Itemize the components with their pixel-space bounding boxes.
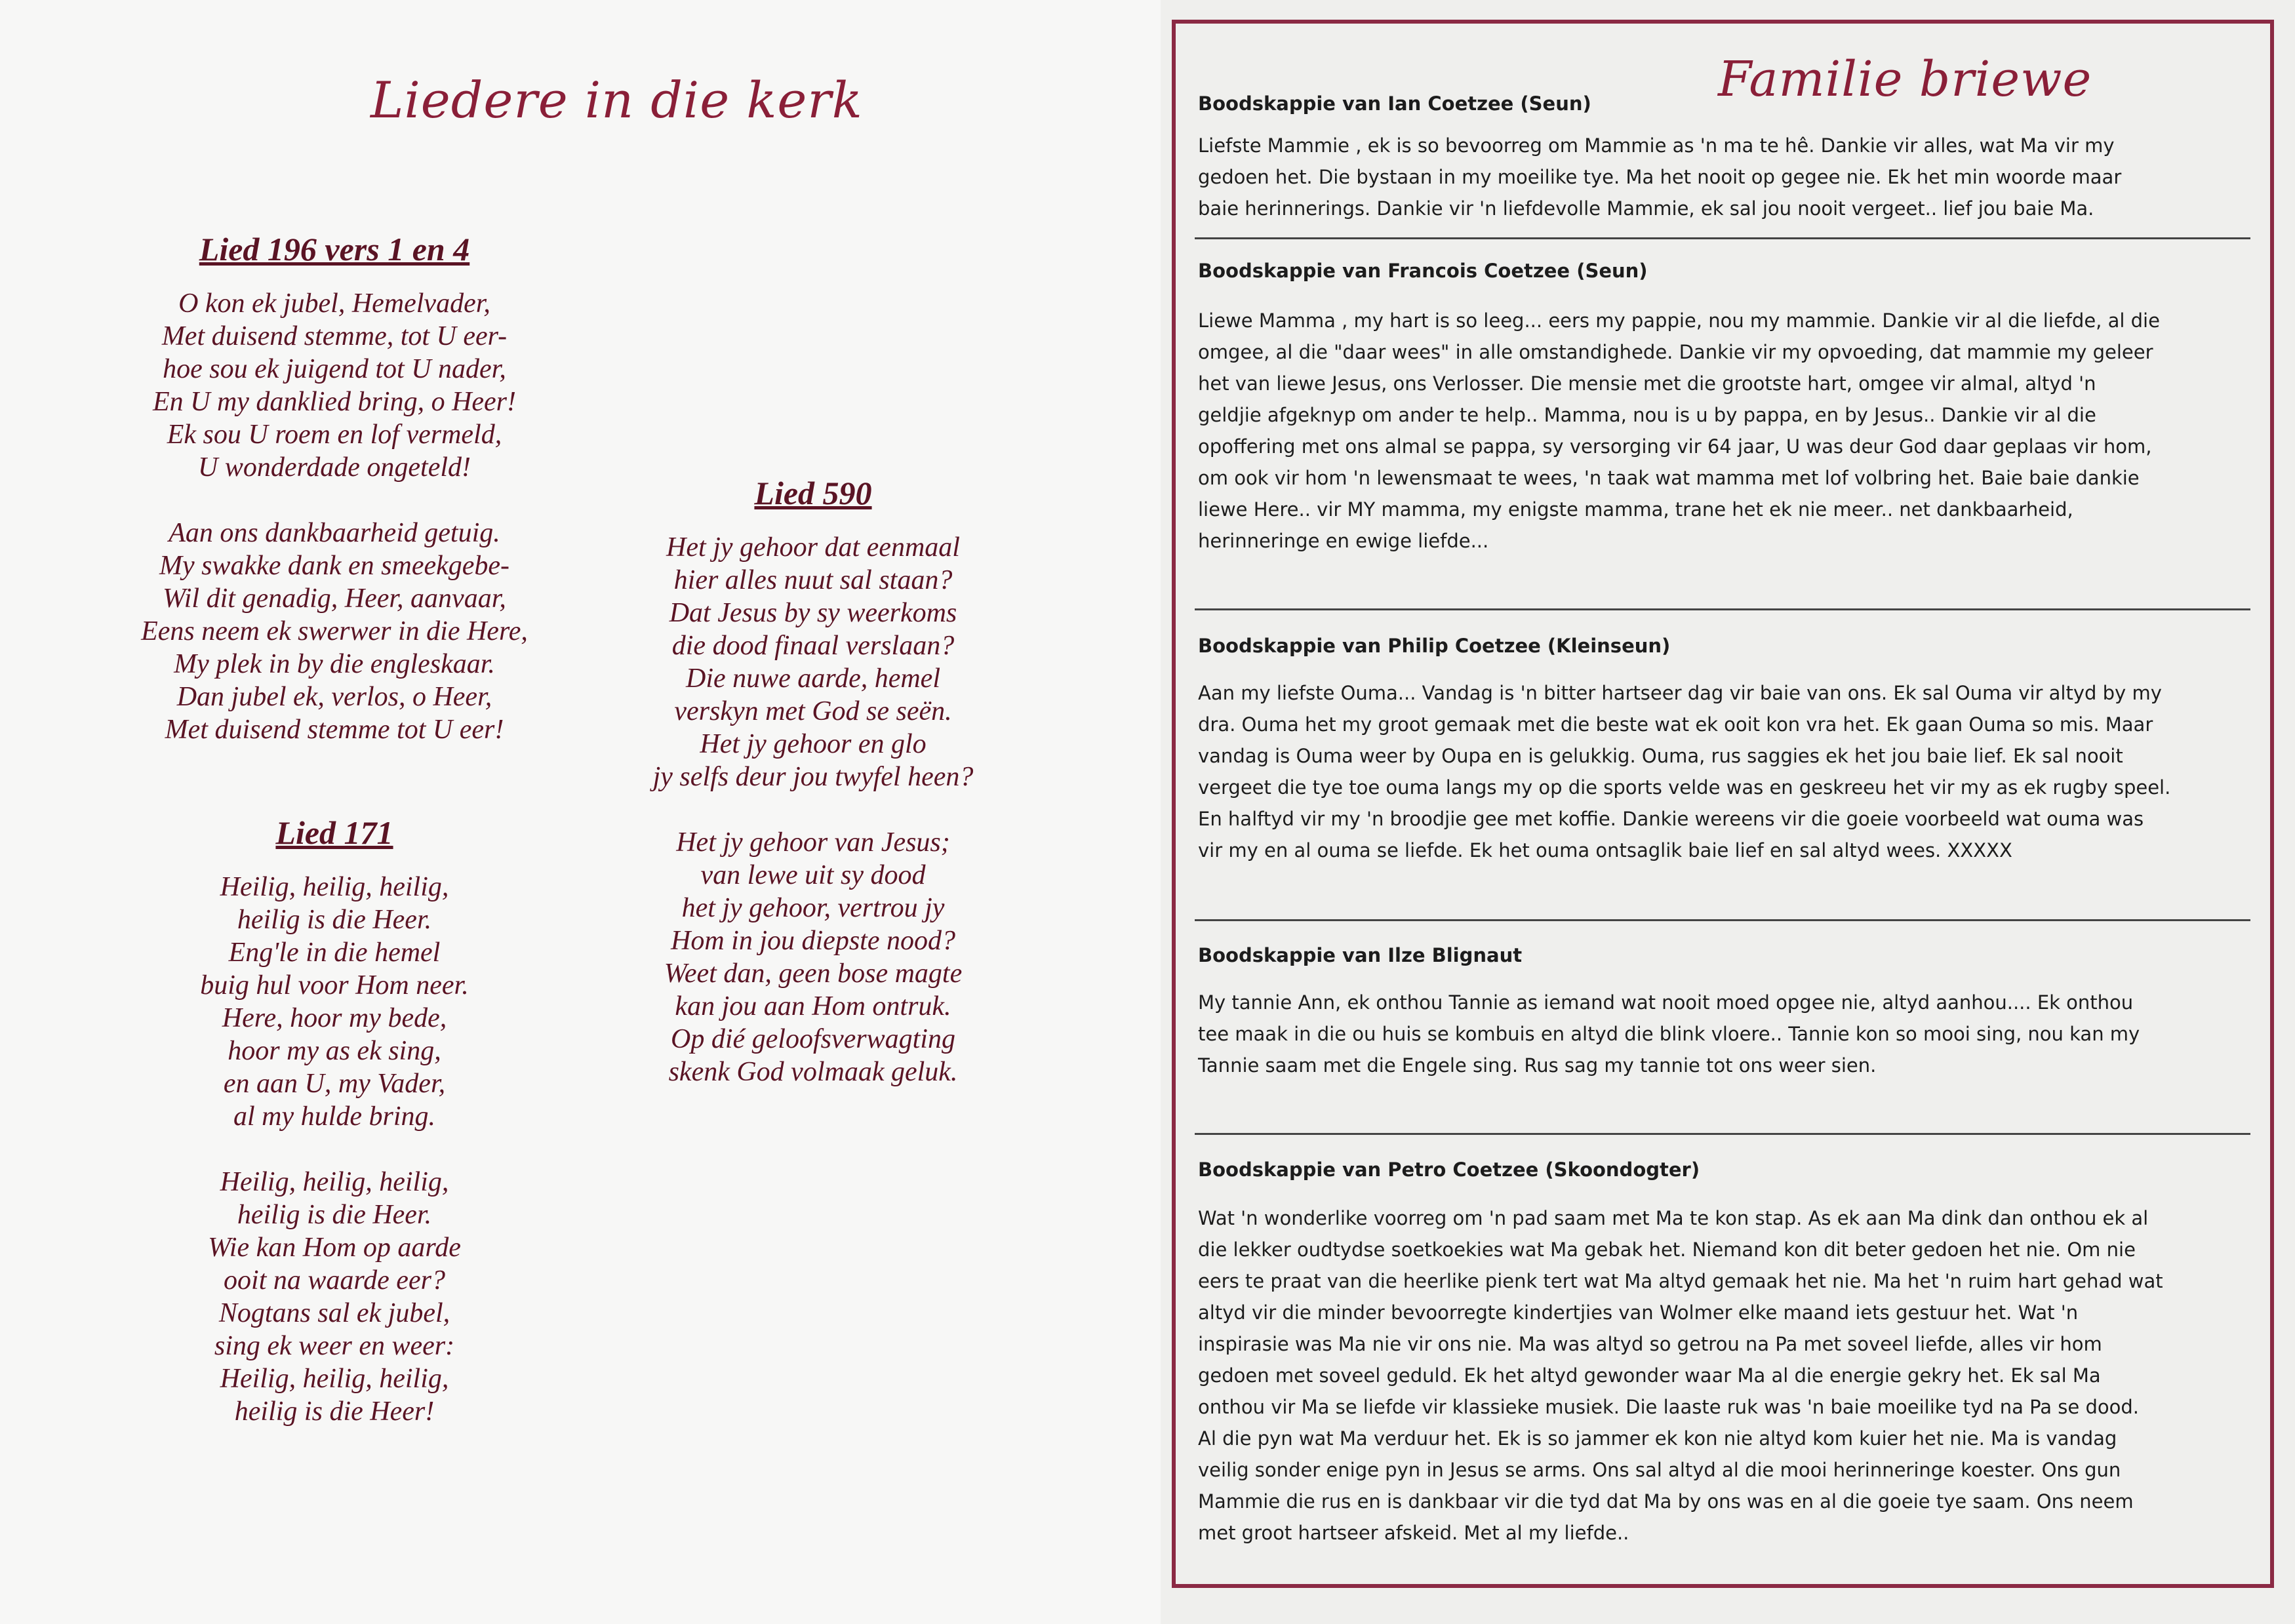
song-line: En U my danklied bring, o Heer! — [152, 387, 517, 417]
song-lied-196 — [98, 229, 570, 746]
song-line: verskyn met God se seën. — [674, 696, 952, 726]
song-line: Dat Jesus by sy weerkoms — [669, 598, 957, 628]
song-line: buig hul voor Hom neer. — [200, 970, 469, 1000]
message-francois-coetzee — [1198, 258, 2247, 557]
divider — [1195, 1133, 2250, 1135]
song-stanza — [613, 826, 1013, 1088]
song-line: heilig is die Heer. — [237, 1200, 432, 1230]
song-line: Hom in jou diepste nood? — [671, 926, 955, 956]
song-line: U wonderdade ongeteld! — [197, 452, 471, 483]
song-line: Heilig, heilig, heilig, — [220, 1167, 449, 1197]
song-line: Eng'le in die hemel — [228, 938, 441, 968]
song-line: Here, hoor my bede, — [222, 1003, 447, 1033]
song-line: Heilig, heilig, heilig, — [220, 1364, 449, 1394]
song-line: Op dié geloofsverwagting — [671, 1024, 955, 1054]
song-line: Met duisend stemme, tot U eer- — [161, 321, 508, 351]
message-line: die lekker oudtydse soetkoekies wat Ma gebak het. Niemand kon dit beter gedoen het nie. Om nie — [1198, 1238, 2136, 1261]
song-line: Weet dan, geen bose magte — [664, 959, 963, 989]
message-line: veilig sonder enige pyn in Jesus se arms. Ons sal altyd al die mooi herinneringe koester. Ons gun — [1198, 1459, 2121, 1481]
divider — [1195, 237, 2250, 239]
message-line: tee maak in die ou huis se kombuis en altyd die blink vloere.. Tannie kon so mooi sing, nou kan my — [1198, 1023, 2140, 1045]
song-lied-590 — [613, 473, 1013, 1088]
message-line: Tannie saam met die Engele sing. Rus sag my tannie tot ons weer sien. — [1198, 1054, 1877, 1077]
right-page-title: Familie briewe — [1718, 51, 2092, 108]
left-page-title: Liedere in die kerk — [370, 71, 863, 129]
song-line: Het jy gehoor van Jesus; — [676, 827, 950, 858]
message-line: Liewe Mamma , my hart is so leeg... eers my pappie, nou my mammie. Dankie vir al die liefde, al die — [1198, 309, 2160, 332]
message-line: My tannie Ann, ek onthou Tannie as iemand wat nooit moed opgee nie, altyd aanhou.... Ek onthou — [1198, 991, 2134, 1014]
song-line: Het jy gehoor en glo — [700, 729, 927, 759]
message-body — [1198, 677, 2247, 866]
message-line: vergeet die tye toe ouma langs my op die sports velde was en geskreeu het vir my as ek rugby speel. — [1198, 776, 2171, 799]
message-heading: Boodskappie van Ilze Blignaut — [1198, 944, 1523, 966]
message-body — [1198, 305, 2247, 557]
message-heading: Boodskappie van Francois Coetzee (Seun) — [1198, 260, 1648, 282]
message-line: dra. Ouma het my groot gemaak met die beste wat ek ooit kon vra het. Ek gaan Ouma so mis. Maar — [1198, 713, 2153, 736]
message-line: vandag is Ouma weer by Oupa en is gelukkig. Ouma, rus saggies ek het jou baie lief. Ek sal nooit — [1198, 745, 2123, 767]
song-line: Heilig, heilig, heilig, — [220, 872, 449, 902]
song-line: hoor my as ek sing, — [228, 1036, 441, 1066]
message-ian-coetzee — [1198, 90, 2247, 224]
message-line: En halftyd vir my 'n broodjie gee met koffie. Dankie wereens vir die goeie voorbeeld wat ouma was — [1198, 808, 2144, 830]
song-line: sing ek weer en weer: — [214, 1331, 455, 1361]
message-line: Wat 'n wonderlike voorreg om 'n pad saam met Ma te kon stap. As ek aan Ma dink dan onthou ek al — [1198, 1207, 2149, 1229]
message-line: liewe Here.. vir MY mamma, my enigste mamma, trane het ek nie meer.. net dankbaarheid, — [1198, 498, 2073, 521]
song-line: My swakke dank en smeekgebe- — [159, 551, 510, 581]
song-line: Dan jubel ek, verlos, o Heer, — [176, 682, 492, 712]
message-body — [1198, 130, 2247, 224]
song-line: skenk God volmaak geluk. — [668, 1057, 958, 1087]
message-line: herinneringe en ewige liefde... — [1198, 530, 1489, 552]
song-line: heilig is die Heer. — [237, 905, 432, 935]
song-line: heilig is die Heer! — [234, 1396, 435, 1427]
message-line: eers te praat van die heerlike pienk tert wat Ma altyd gemaak het nie. Ma het 'n ruim hart gehad wat — [1198, 1270, 2163, 1292]
divider — [1195, 919, 2250, 921]
song-line: Wil dit genadig, Heer, aanvaar, — [163, 584, 506, 614]
message-line: omgee, al die "daar wees" in alle omstandighede. Dankie vir my opvoeding, dat mammie my geleer — [1198, 341, 2153, 363]
message-line: gedoen het. Die bystaan in my moeilike tye. Ma het nooit op gegee nie. Ek het min woorde maar — [1198, 166, 2122, 188]
song-line: Nogtans sal ek jubel, — [218, 1298, 450, 1328]
song-line: van lewe uit sy dood — [700, 860, 926, 890]
message-line: onthou vir Ma se liefde vir klassieke musiek. Die laaste ruk was 'n baie moeilike tyd na Pa se dood. — [1198, 1396, 2139, 1418]
song-line: en aan U, my Vader, — [223, 1069, 446, 1099]
song-line: hoe sou ek juigend tot U nader, — [163, 354, 506, 384]
message-line: opoffering met ons almal se pappa, sy versorging vir 64 jaar, U was deur God daar geplaas vir hom, — [1198, 435, 2152, 458]
message-body — [1198, 1202, 2247, 1549]
message-line: Liefste Mammie , ek is so bevoorreg om Mammie as 'n ma te hê. Dankie vir alles, wat Ma vir my — [1198, 134, 2115, 157]
song-lied-171 — [98, 813, 570, 1428]
message-line: om ook vir hom 'n lewensmaat te wees, 'n taak wat mamma met lof volbring het. Baie baie dankie — [1198, 467, 2140, 489]
song-line: die dood finaal verslaan? — [671, 631, 955, 661]
message-ilze-blignaut — [1198, 942, 2247, 1081]
song-line: ooit na waarde eer? — [224, 1265, 445, 1296]
divider — [1195, 608, 2250, 610]
song-line: O kon ek jubel, Hemelvader, — [178, 288, 490, 319]
song-stanza — [613, 531, 1013, 793]
song-line: Wie kan Hom op aarde — [208, 1233, 461, 1263]
message-line: Al die pyn wat Ma verduur het. Ek is so jammer ek kon nie altyd kom kuier het nie. Ma is vandag — [1198, 1427, 2117, 1450]
message-line: vir my en al ouma se liefde. Ek het ouma ontsaglik baie lief en sal altyd wees. XXXXX — [1198, 839, 2012, 862]
song-line: Aan ons dankbaarheid getuig. — [169, 518, 500, 548]
song-stanza — [98, 287, 570, 484]
message-petro-coetzee — [1198, 1157, 2247, 1549]
song-line: jy selfs deur jou twyfel heen? — [652, 762, 974, 792]
song-stanza — [98, 871, 570, 1133]
song-heading: Lied 196 vers 1 en 4 — [199, 231, 470, 267]
message-line: Aan my liefste Ouma... Vandag is 'n bitter hartseer dag vir baie van ons. Ek sal Ouma vir altyd by my — [1198, 682, 2162, 704]
message-line: baie herinnerings. Dankie vir 'n liefdevolle Mammie, ek sal jou nooit vergeet.. lief jou baie Ma. — [1198, 197, 2094, 220]
message-heading: Boodskappie van Philip Coetzee (Kleinseun) — [1198, 635, 1671, 657]
song-line: al my hulde bring. — [233, 1101, 435, 1132]
message-philip-coetzee — [1198, 633, 2247, 866]
song-stanza — [98, 517, 570, 746]
song-line: hier alles nuut sal staan? — [673, 565, 953, 595]
song-heading: Lied 171 — [275, 814, 393, 851]
message-line: gedoen met soveel geduld. Ek het altyd gewonder waar Ma al die energie gekry het. Ek sal Ma — [1198, 1364, 2101, 1387]
song-heading: Lied 590 — [754, 475, 872, 511]
message-line: met groot hartseer afskeid. Met al my liefde.. — [1198, 1522, 1629, 1544]
message-heading: Boodskappie van Petro Coetzee (Skoondogter) — [1198, 1159, 1700, 1181]
message-line: altyd vir die minder bevoorregte kindertjies van Wolmer elke maand iets gestuur het. Wat 'n — [1198, 1301, 2079, 1324]
message-line: geldjie afgeknyp om ander te help.. Mamma, nou is u by pappa, en by Jesus.. Dankie vir al die — [1198, 404, 2096, 426]
song-line: Het jy gehoor dat eenmaal — [666, 532, 960, 563]
message-body — [1198, 987, 2247, 1081]
song-stanza — [98, 1166, 570, 1428]
song-line: Ek sou U roem en lof vermeld, — [167, 420, 502, 450]
song-line: het jy gehoor, vertrou jy — [681, 893, 945, 923]
song-line: Die nuwe aarde, hemel — [685, 663, 940, 694]
song-line: kan jou aan Hom ontruk. — [675, 991, 951, 1021]
song-line: Eens neem ek swerwer in die Here, — [141, 616, 528, 646]
message-line: het van liewe Jesus, ons Verlosser. Die mensie met die grootste hart, omgee vir almal, altyd 'n — [1198, 372, 2096, 395]
song-line: My plek in by die engleskaar. — [174, 649, 495, 679]
message-line: Mammie die rus en is dankbaar vir die tyd dat Ma by ons was en al die goeie tye saam. Ons neem — [1198, 1490, 2134, 1513]
message-heading: Boodskappie van Ian Coetzee (Seun) — [1198, 92, 1591, 115]
message-line: inspirasie was Ma nie vir ons nie. Ma was altyd so getrou na Pa met soveel liefde, alles vir hom — [1198, 1333, 2102, 1355]
song-line: Met duisend stemme tot U eer! — [165, 715, 504, 745]
